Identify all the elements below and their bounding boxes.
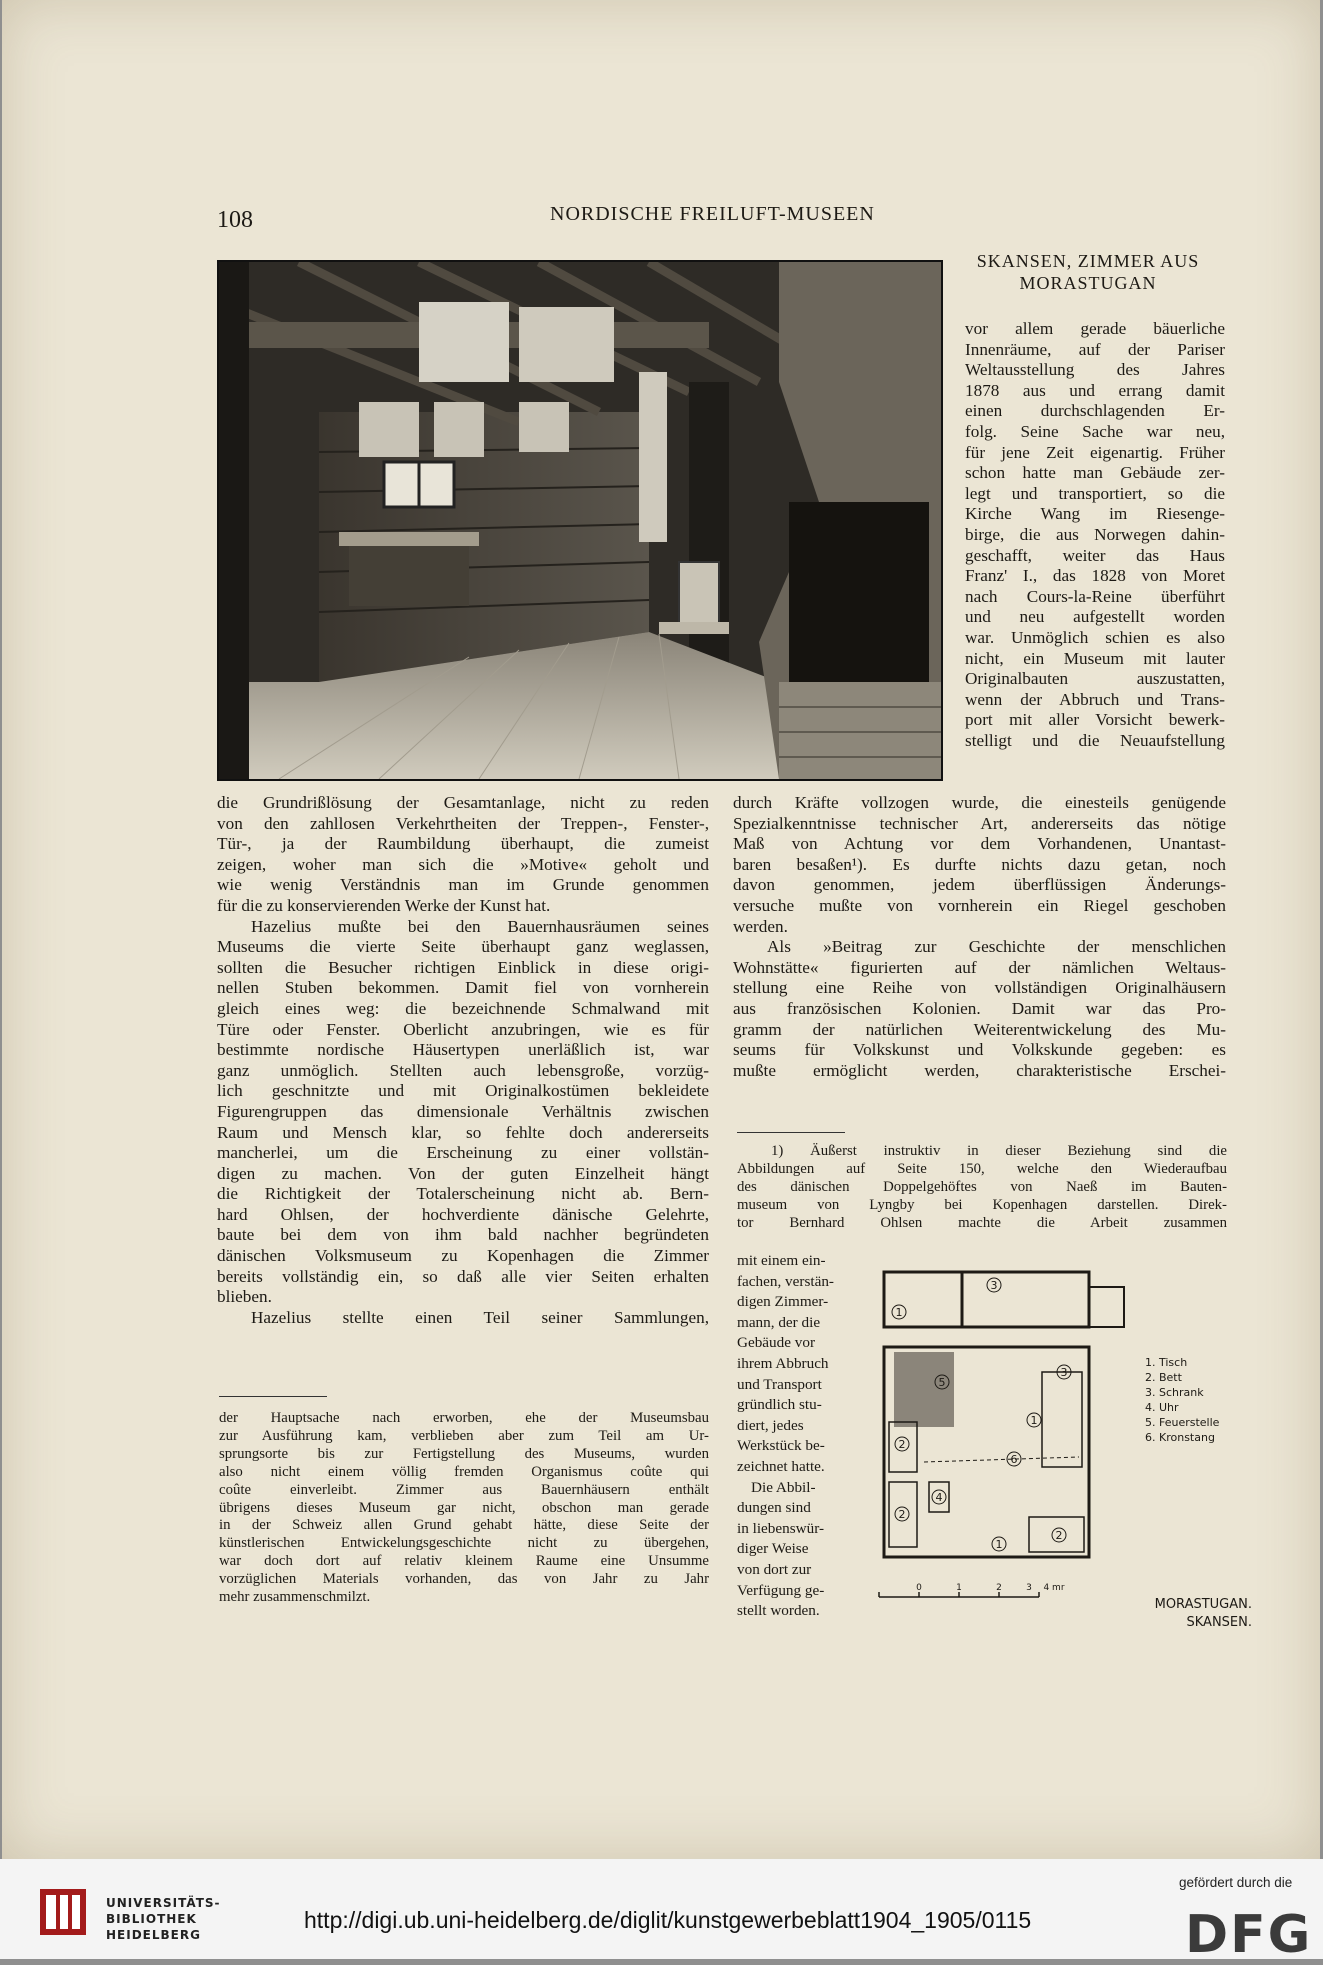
plan-marker: 4: [935, 1491, 943, 1504]
text-line: gramm der natürlichen Weiterentwickelung des Mu-: [733, 1019, 1226, 1039]
text-line: Spezialkenntnisse technischer Art, andererseits das nötige: [733, 813, 1226, 833]
right-column-top: [965, 319, 1225, 751]
text-line: hard Ohlsen, der hochverdiente dänische Gelehrte,: [217, 1204, 709, 1224]
narrow-line: von dort zur: [737, 1560, 812, 1578]
text-line: nicht, ein Museum mit lauter: [965, 648, 1225, 668]
plan-marker: 2: [1055, 1529, 1063, 1542]
right-column-main: [733, 793, 1226, 1081]
plan-marker: 2: [898, 1438, 906, 1451]
running-head: NORDISCHE FREILUFT-MUSEEN: [550, 203, 875, 225]
text-line: ganz unmöglich. Stellten auch lebensgroße, vorzüg-: [217, 1060, 709, 1080]
library-line: UNIVERSITÄTS-: [106, 1896, 221, 1910]
text-line: die Grundrißlösung der Gesamtanlage, nicht zu reden: [217, 793, 709, 812]
footnote-line: also nicht einem völlig fremden Organismus coûte qui: [219, 1463, 709, 1480]
legend-item: 4. Uhr: [1145, 1401, 1179, 1414]
text-line: versuche mußte von vornherein ein Riegel geschoben: [733, 895, 1226, 915]
narrow-line: diert, jedes: [737, 1416, 804, 1434]
scale-label: 4 mr: [1043, 1583, 1065, 1593]
text-line: stellung eine Reihe von vollständigen Originalhäusern: [733, 978, 1226, 998]
left-footnote: [219, 1410, 709, 1607]
scale-label: 1: [956, 1583, 962, 1593]
text-line: davon genommen, jedem überflüssigen Änderungs-: [733, 875, 1226, 895]
text-line: baute bei dem von ihm bald nachher begründeten: [217, 1225, 709, 1245]
text-line: folg. Seine Sache war neu,: [965, 421, 1225, 441]
text-line: Originalbauten auszustatten,: [965, 669, 1225, 689]
footnote-line: Abbildungen auf Seite 150, welche den Wiederaufbau: [737, 1160, 1227, 1177]
footnote-line: museum von Lyngby bei Kopenhagen darstellen. Direk-: [737, 1196, 1227, 1213]
text-line: Figurengruppen das dimensionale Verhältnis zwischen: [217, 1101, 709, 1121]
text-line: Museums die vierte Seite überhaupt ganz weglassen,: [217, 937, 709, 957]
narrow-line: in liebenswür-: [737, 1519, 825, 1537]
text-line: digen zu machen. Von der guten Einzelheit hängt: [217, 1163, 709, 1183]
text-line: geschafft, weiter das Haus: [965, 545, 1225, 565]
footnote-line: mehr zusammenschmilzt.: [219, 1589, 371, 1606]
narrow-line: zeichnet hatte.: [737, 1457, 825, 1475]
plan-marker: 1: [1030, 1414, 1038, 1427]
footnote-line: war doch dort auf relativ kleinem Raume eine Unsumme: [219, 1553, 709, 1570]
dfg-logo: DFG: [1185, 1905, 1313, 1965]
footnote-line: des dänischen Doppelgehöftes von Naeß im Bauten-: [737, 1178, 1227, 1195]
narrow-line: mann, der die: [737, 1313, 821, 1331]
text-line: Raum und Mensch klar, so fehlte doch andererseits: [217, 1122, 709, 1142]
plan-marker: 2: [898, 1508, 906, 1521]
footnote-line: vorzüglichen Materials vorhanden, das von Jahr zu Jahr: [219, 1571, 709, 1588]
plan-marker: 5: [938, 1376, 946, 1389]
scale-label: 2: [996, 1583, 1002, 1593]
plan-marker: 3: [990, 1279, 998, 1292]
narrow-line: ihrem Abbruch: [737, 1354, 829, 1372]
sponsor-label: gefördert durch die: [1179, 1875, 1293, 1890]
plan-kronstang-line: [924, 1457, 1079, 1462]
digitization-footer: [0, 1859, 1323, 1965]
plan-small-room: [884, 1272, 1089, 1327]
plan-hearth: [894, 1352, 954, 1427]
legend-item: 1. Tisch: [1145, 1356, 1188, 1369]
narrow-line: Werkstück be-: [737, 1437, 825, 1455]
legend-item: 2. Bett: [1145, 1371, 1182, 1384]
text-line: schon hatte man Gebäude zer-: [965, 463, 1225, 483]
text-line: Wohnstätte« figurierten auf der nämlichen Weltaus-: [733, 957, 1226, 977]
text-line: lich geschnitzte und mit Originalkostümen bekleidete: [217, 1081, 709, 1101]
caption-line-2: MORASTUGAN: [1019, 273, 1157, 293]
floor-plan: [864, 1252, 1244, 1642]
narrow-line: stellt worden.: [737, 1602, 820, 1620]
text-line: Hazelius stellte einen Teil seiner Sammlungen,: [251, 1307, 709, 1327]
text-line: blieben.: [217, 1287, 272, 1307]
footnote-line: sprungsorte bis zur Fertigstellung des Museums, wurden: [219, 1445, 709, 1462]
footnote-line: 1) Äußerst instruktiv in dieser Beziehung sind die: [771, 1143, 1227, 1159]
footnote-line: coûte einverleibt. Zimmer aus Bauernhäusern enthält: [219, 1481, 709, 1498]
text-line: port mit aller Vorsicht bewerk-: [965, 710, 1225, 730]
text-line: Innenräume, auf der Pariser: [965, 339, 1225, 359]
plan-table: [1042, 1372, 1082, 1467]
text-line: war. Unmöglich schien es also: [965, 627, 1225, 647]
text-line: nellen Stuben bekommen. Damit fiel von vornherein: [217, 978, 709, 998]
floor-plan-caption: [1142, 1596, 1252, 1632]
text-line: aus französischen Kolonien. Damit war das Pro-: [733, 998, 1226, 1018]
text-line: Weltausstellung des Jahres: [965, 360, 1225, 380]
plan-marker: 1: [995, 1538, 1003, 1551]
text-line: nach Cours-la-Reine überführt: [965, 586, 1225, 606]
footnote-line: künstlerischen Entwickelungsgeschichte nicht zu übergehen,: [219, 1535, 709, 1552]
footnote-rule-right: [737, 1132, 845, 1133]
narrow-line: digen Zimmer-: [737, 1293, 829, 1311]
text-line: bestimmte nordische Häusertypen unerläßlich ist, war: [217, 1040, 709, 1060]
legend-item: 5. Feuerstelle: [1145, 1416, 1220, 1429]
text-line: dänischen Volksmuseum zu Kopenhagen die Zimmer: [217, 1246, 709, 1266]
footnote-line: tor Bernhard Ohlsen machte die Arbeit zusammen: [737, 1214, 1227, 1231]
right-footnote: [737, 1143, 1227, 1233]
narrow-line: Verfügung ge-: [737, 1581, 825, 1599]
text-line: Tür-, ja der Raumbildung überhaupt, die zumeist: [217, 834, 709, 854]
university-library-logo-icon: [40, 1889, 86, 1935]
page-number: 108: [217, 207, 253, 233]
text-line: sollten die Besucher richtigen Einblick in diese origi-: [217, 957, 709, 977]
text-line: für jene Zeit eigenartig. Früher: [965, 442, 1225, 462]
narrow-line: mit einem ein-: [737, 1252, 826, 1269]
plan-marker: 6: [1010, 1453, 1018, 1466]
text-line: Maß von Achtung vor dem Vorhandenen, Unantast-: [733, 834, 1226, 854]
plan-caption-line-1: MORASTUGAN.: [1154, 1597, 1252, 1612]
scale-label: 0: [916, 1583, 922, 1593]
left-column-main: [217, 793, 709, 1328]
text-line: durch Kräfte vollzogen wurde, die einesteils genügende: [733, 793, 1226, 812]
footnote-line: zur Ausführung kam, verblieben aber zum Teil am Ur-: [219, 1427, 709, 1444]
text-line: seums für Volkskunst und Volkskunde gegeben: es: [733, 1040, 1226, 1060]
text-line: legt und transportiert, so die: [965, 483, 1225, 503]
narrow-line: gründlich stu-: [737, 1396, 822, 1414]
text-line: 1878 aus und errang damit: [965, 380, 1225, 400]
narrow-column: [737, 1251, 862, 1622]
footnote-line: in der Schweiz allen Grund gehabt hätte, diese Seite der: [219, 1517, 709, 1534]
text-line: wie wenig Verständnis man im Grunde genommen: [217, 875, 709, 895]
text-line: stelligt und die Neuaufstellung: [965, 730, 1225, 750]
narrow-line: diger Weise: [737, 1540, 809, 1558]
plan-marker: 1: [895, 1306, 903, 1319]
text-line: Türe oder Fenster. Oberlicht anzubringen, wie es für: [217, 1019, 709, 1039]
text-line: Kirche Wang im Riesenge-: [965, 504, 1225, 524]
text-line: Franz' I., das 1828 von Moret: [965, 566, 1225, 586]
library-name: [106, 1895, 221, 1943]
scanned-page: [2, 0, 1320, 1859]
legend-item: 6. Kronstang: [1145, 1431, 1215, 1444]
narrow-line: Die Abbil-: [751, 1478, 816, 1496]
text-line: einen durchschlagenden Er-: [965, 401, 1225, 421]
text-line: für die zu konservierenden Werke der Kunst hat.: [217, 895, 551, 915]
interior-photograph: [217, 260, 943, 781]
text-line: mancherlei, um die Erscheinung zu einer vollstän-: [217, 1143, 709, 1163]
text-line: zeigen, woher man sich die »Motive« geholt und: [217, 854, 709, 874]
text-line: die Richtigkeit der Totalerscheinung nicht ab. Bern-: [217, 1184, 709, 1204]
plan-annex: [1089, 1287, 1124, 1327]
caption-line-1: SKANSEN, ZIMMER AUS: [976, 251, 1200, 271]
text-line: mußte ermöglicht werden, charakteristische Erschei-: [733, 1060, 1226, 1080]
text-line: wenn der Abbruch und Trans-: [965, 689, 1225, 709]
text-line: von den zahllosen Verkehrtheiten der Treppen-, Fenster-,: [217, 813, 709, 833]
scale-label: 3: [1026, 1583, 1032, 1593]
photo-caption: [942, 250, 1234, 294]
narrow-line: Gebäude vor: [737, 1334, 816, 1352]
narrow-line: und Transport: [737, 1375, 822, 1393]
text-line: Als »Beitrag zur Geschichte der menschlichen: [767, 937, 1226, 957]
text-line: birge, die aus Norwegen dahin-: [965, 524, 1225, 544]
text-line: Hazelius mußte bei den Bauernhausräumen seines: [251, 916, 709, 936]
narrow-line: dungen sind: [737, 1499, 811, 1517]
text-line: vor allem gerade bäuerliche: [965, 319, 1225, 338]
text-line: gleich eines weg: die bezeichnende Schmalwand mit: [217, 998, 709, 1018]
floor-plan-legend: [1145, 1355, 1219, 1445]
text-line: bereits vollständig ein, so daß alle vier Seiten erhalten: [217, 1266, 709, 1286]
photo-drawing: [219, 262, 941, 779]
narrow-line: fachen, verstän-: [737, 1272, 834, 1290]
footnote-line: der Hauptsache nach erworben, ehe der Museumsbau: [219, 1410, 709, 1426]
footnote-line: übrigens dieses Museum gar nicht, obschon man gerade: [219, 1499, 709, 1516]
library-line: BIBLIOTHEK: [106, 1912, 197, 1926]
source-url-link[interactable]: http://digi.ub.uni-heidelberg.de/diglit/kunstgewerbeblatt1904_1905/0115: [304, 1907, 1032, 1933]
library-line: HEIDELBERG: [106, 1928, 201, 1942]
plan-marker: 3: [1060, 1366, 1068, 1379]
plan-caption-line-2: SKANSEN.: [1186, 1615, 1252, 1630]
text-line: und neu aufgestellt worden: [965, 607, 1225, 627]
legend-item: 3. Schrank: [1145, 1386, 1204, 1399]
text-line: baren besaßen¹). Es durfte nichts dazu getan, noch: [733, 854, 1226, 874]
text-line: werden.: [733, 916, 788, 936]
footnote-rule-left: [219, 1396, 327, 1397]
